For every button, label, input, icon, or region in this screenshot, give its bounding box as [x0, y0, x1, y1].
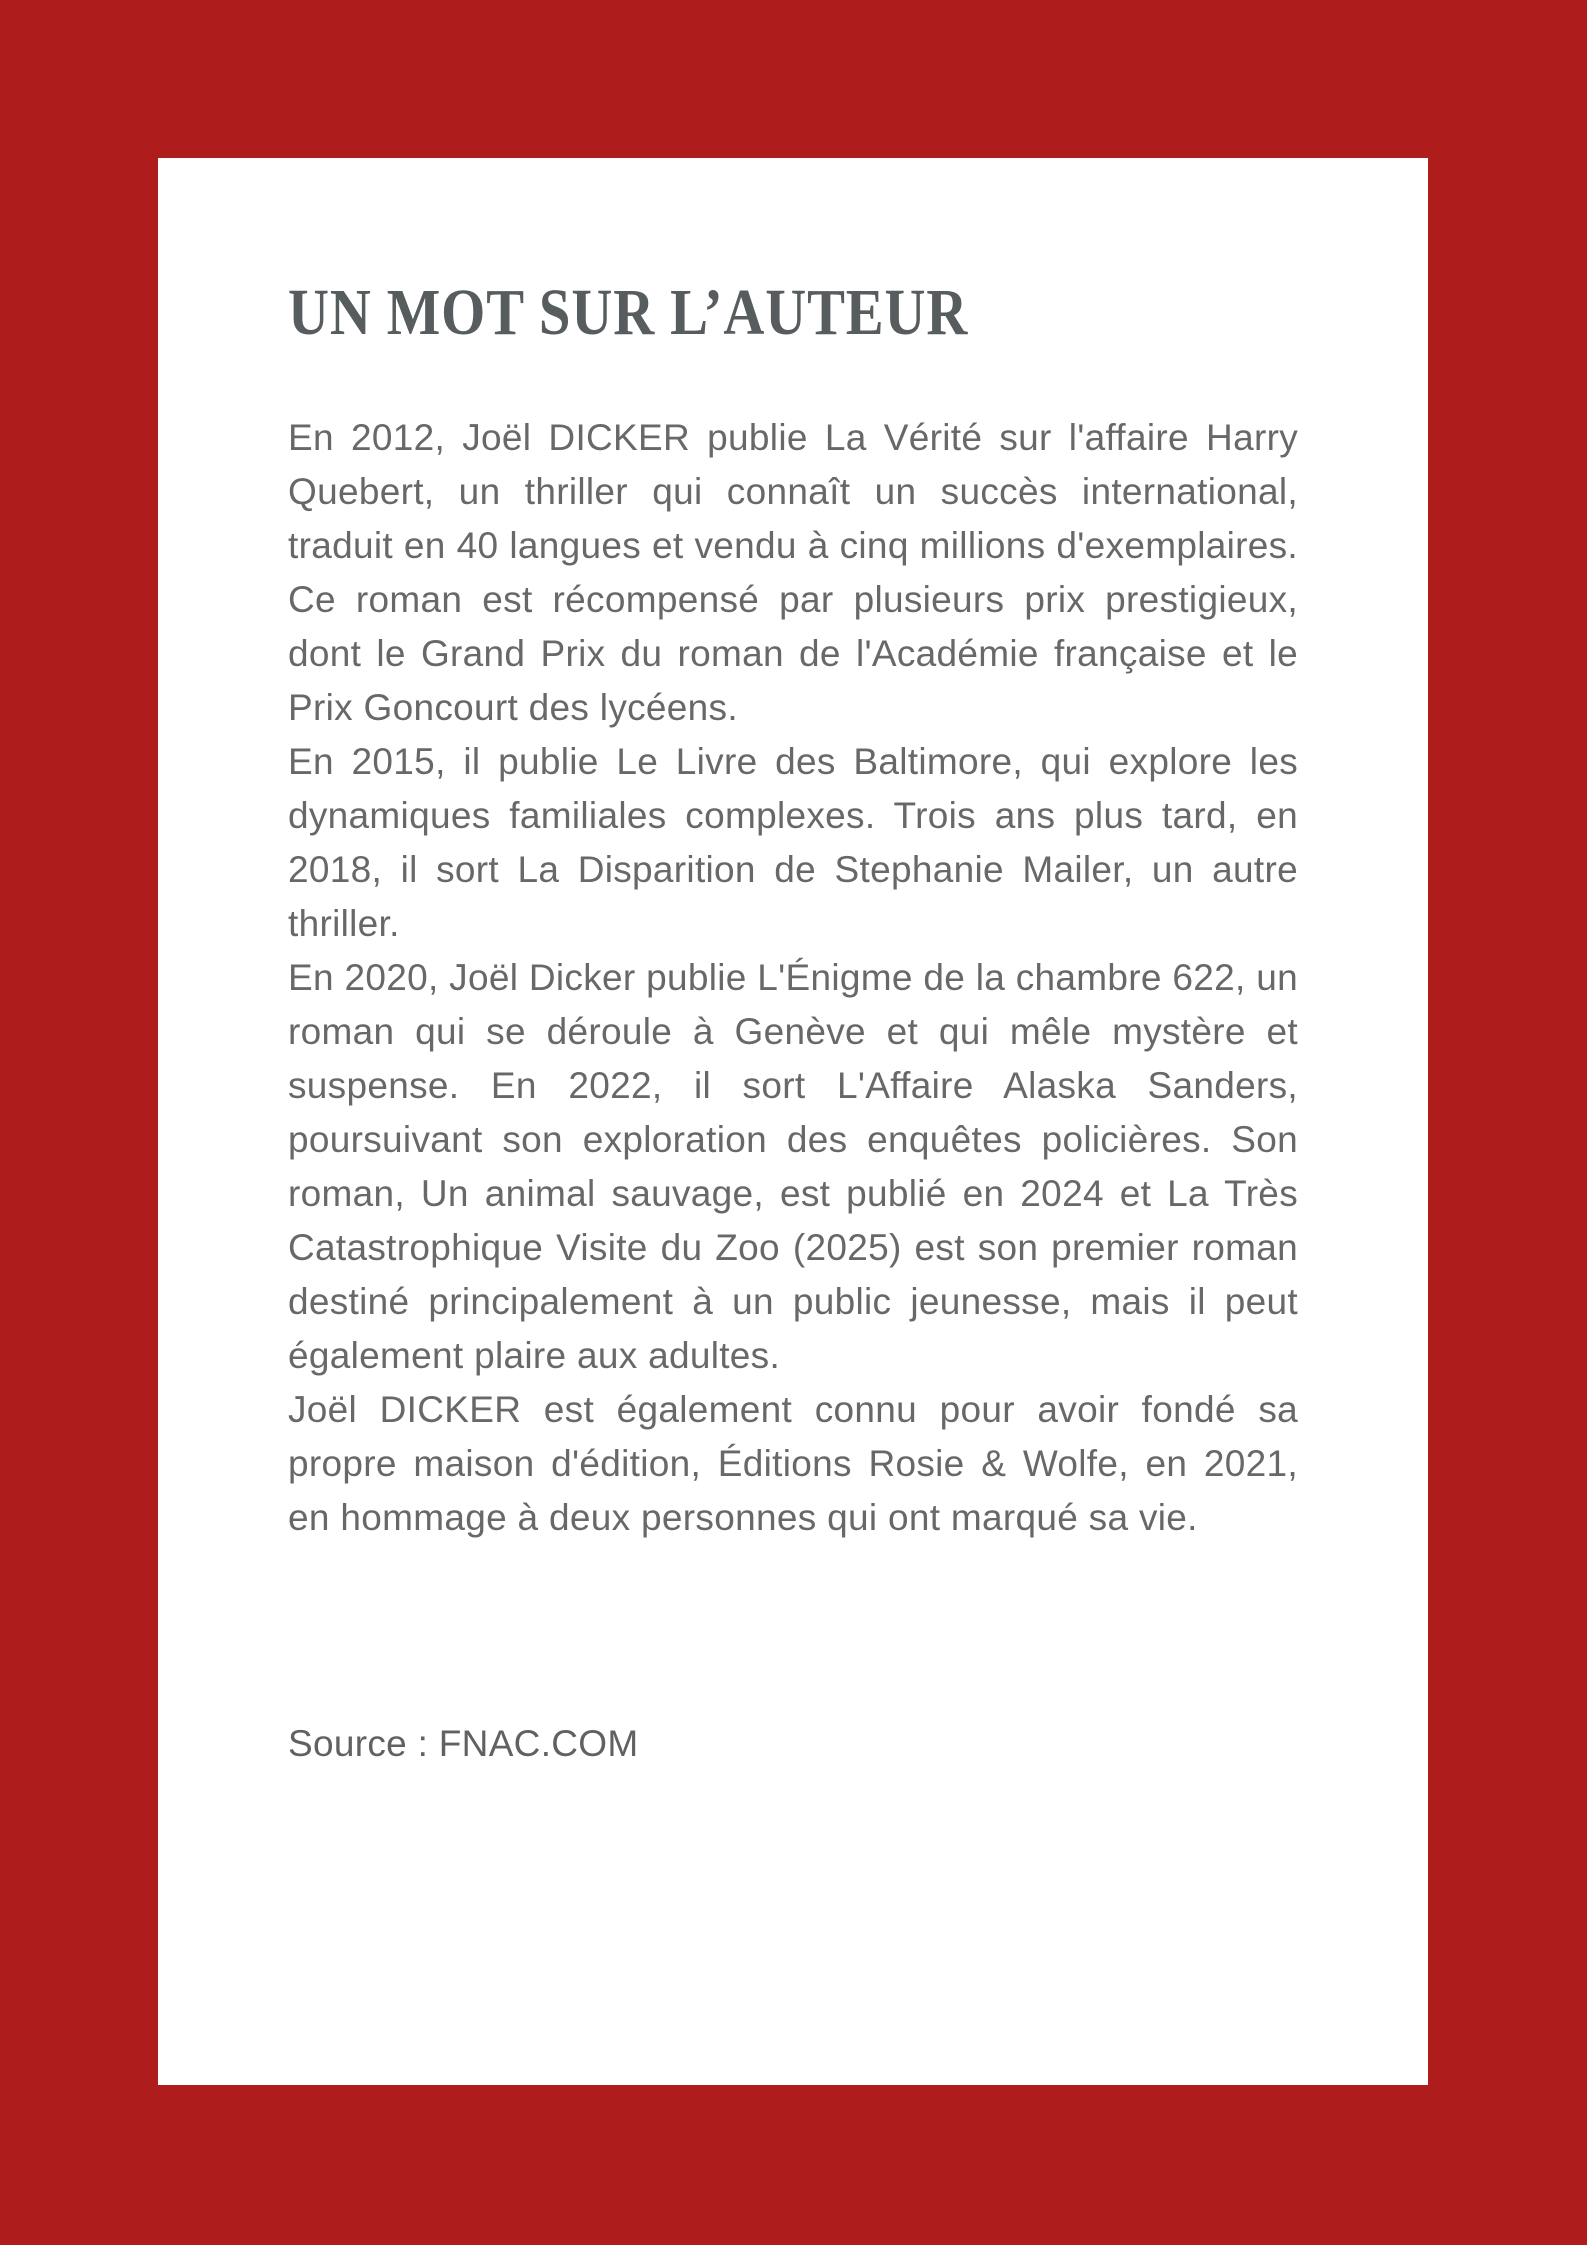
article-card [158, 158, 1428, 2085]
body-paragraph-2: En 2015, il publie Le Livre des Baltimore, qui explore les dynamiques familiales complexes. Trois ans plus tard, en 2018, il sort La Disparition de Stephanie Mailer, un autre thriller. [288, 741, 1298, 944]
body-paragraph-4: Joël DICKER est également connu pour avoir fondé sa propre maison d'édition, Éditions Rosie & Wolfe, en 2021, en hommage à deux personnes qui ont marqué sa vie. [288, 1389, 1298, 1538]
body-paragraph-3: En 2020, Joël Dicker publie L'Énigme de la chambre 622, un roman qui se déroule à Genève et qui mêle mystère et suspense. En 2022, il sort L'Affaire Alaska Sanders, poursuivant son exploration des enquêtes policières. Son roman, Un animal sauvage, est publié en 2024 et La Très Catastrophique Visite du Zoo (2025) est son premier roman destiné principalement à un public jeunesse, mais il peut également plaire aux adultes. [288, 957, 1298, 1376]
article-content [158, 158, 1428, 1771]
body-paragraph-1: En 2012, Joël DICKER publie La Vérité sur l'affaire Harry Quebert, un thriller qui connaît un succès international, traduit en 40 langues et vendu à cinq millions d'exemplaires. Ce roman est récompensé par plusieurs prix prestigieux, dont le Grand Prix du roman de l'Académie française et le Prix Goncourt des lycéens. [288, 417, 1298, 728]
source-line: Source : FNAC.COM [288, 1723, 639, 1764]
article-body [288, 411, 1298, 1545]
page-title: UN MOT SUR L’AUTEUR [288, 276, 969, 349]
